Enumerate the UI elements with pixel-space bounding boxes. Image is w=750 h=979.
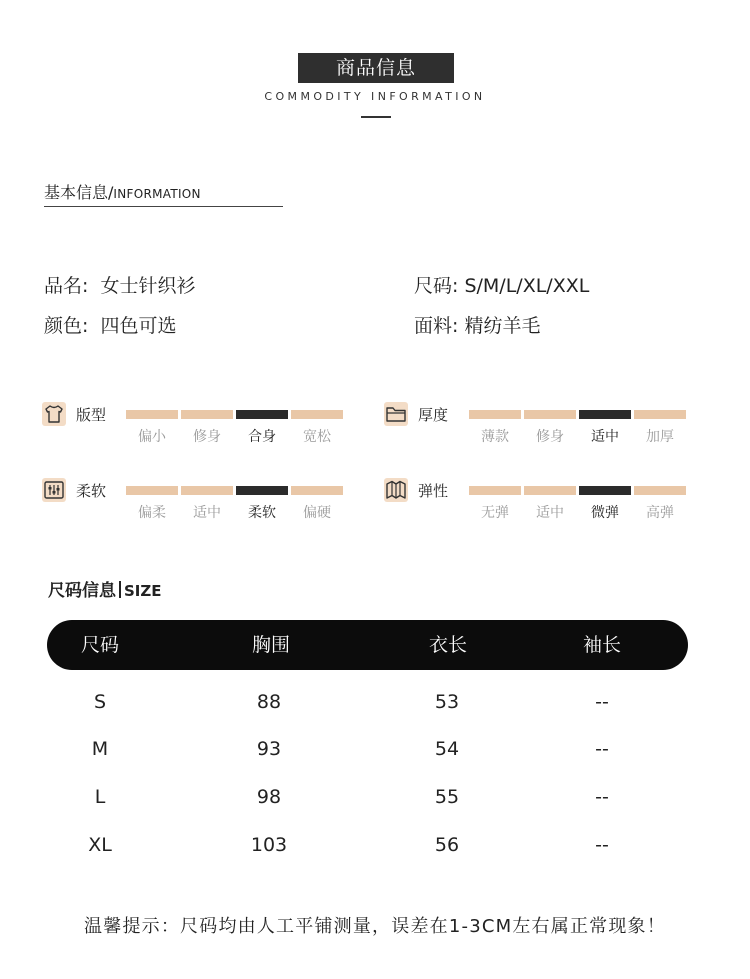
scale-bar [634, 410, 686, 419]
scale-bar [181, 486, 233, 495]
measurement-note: 温馨提示：尺码均由人工平铺测量，误差在1-3CM左右属正常现象！ [84, 916, 666, 937]
field-size-range [414, 271, 589, 298]
scale-bar [291, 486, 343, 495]
scale-bar [291, 410, 343, 419]
table-cell: L [94, 786, 106, 808]
attr-scale [126, 410, 343, 419]
basic-info-heading [44, 180, 201, 203]
scale-option: 加厚 [646, 429, 674, 445]
shirt-icon [42, 402, 66, 426]
column-header-length: 衣长 [428, 634, 467, 656]
attr-name: 柔软 [76, 482, 107, 500]
attr-fit [42, 402, 352, 452]
column-header-sleeve: 袖长 [582, 634, 621, 656]
scale-bar [469, 486, 521, 495]
table-cell: 88 [256, 691, 282, 713]
scale-bar [524, 486, 576, 495]
scale-bar [524, 410, 576, 419]
attr-thickness [384, 402, 694, 452]
page-title: 商品信息 [298, 53, 454, 83]
table-cell: M [91, 738, 109, 760]
field-product-name [44, 271, 196, 298]
scale-option: 适中 [193, 505, 221, 521]
attr-scale [469, 410, 686, 419]
basic-info-title-en: INFORMATION [113, 187, 201, 201]
basic-info-divider [44, 206, 283, 207]
folder-icon [384, 402, 408, 426]
attr-name: 厚度 [418, 406, 449, 424]
scale-bar-selected [236, 486, 288, 495]
field-label: 颜色: [44, 315, 89, 337]
column-header-size: 尺码 [80, 634, 119, 656]
scale-option: 修身 [536, 429, 564, 445]
field-value: 女士针织衫 [100, 275, 196, 297]
scale-option-selected: 适中 [591, 429, 619, 445]
size-info-title-en: SIZE [124, 582, 162, 600]
field-label: 品名: [44, 275, 89, 297]
attr-name: 版型 [76, 406, 107, 424]
table-cell: 103 [250, 834, 288, 856]
field-value: S/M/L/XL/XXL [464, 275, 590, 297]
table-cell: 56 [434, 834, 460, 856]
scale-bar [469, 410, 521, 419]
attr-elasticity [384, 478, 694, 528]
slider-icon [42, 478, 66, 502]
table-cell: -- [595, 738, 609, 760]
scale-bar-selected [579, 486, 631, 495]
scale-option: 偏柔 [138, 505, 166, 521]
size-table-header [47, 620, 688, 670]
size-info-heading [48, 576, 162, 601]
table-cell: -- [595, 834, 609, 856]
field-fabric [414, 311, 540, 338]
table-cell: XL [88, 834, 112, 856]
scale-option: 适中 [536, 505, 564, 521]
scale-option: 偏小 [138, 429, 166, 445]
scale-bar [126, 486, 178, 495]
scale-option: 偏硬 [303, 505, 331, 521]
scale-bar-selected [236, 410, 288, 419]
scale-option: 无弹 [481, 505, 509, 521]
fold-map-icon [384, 478, 408, 502]
scale-bar [126, 410, 178, 419]
field-color [44, 311, 177, 338]
field-value: 四色可选 [100, 315, 177, 337]
page-subtitle: COMMODITY INFORMATION [264, 90, 486, 103]
table-cell: S [93, 691, 107, 713]
attr-scale [126, 486, 343, 495]
scale-bar [634, 486, 686, 495]
table-cell: 98 [256, 786, 282, 808]
scale-option: 修身 [193, 429, 221, 445]
scale-option-selected: 柔软 [248, 505, 276, 521]
attr-name: 弹性 [418, 482, 449, 500]
field-value: 精纺羊毛 [464, 315, 541, 337]
attr-scale [469, 486, 686, 495]
attr-softness [42, 478, 352, 528]
heading-separator [119, 581, 121, 598]
scale-option: 高弹 [646, 505, 674, 521]
field-label: 面料: [414, 315, 459, 337]
table-cell: 54 [434, 738, 460, 760]
field-label: 尺码: [414, 275, 459, 297]
scale-option-selected: 合身 [248, 429, 276, 445]
size-info-title: 尺码信息 [48, 581, 116, 601]
basic-info-title: 基本信息/ [44, 183, 114, 202]
table-cell: 53 [434, 691, 460, 713]
scale-option: 宽松 [303, 429, 331, 445]
scale-bar [181, 410, 233, 419]
table-cell: 93 [256, 738, 282, 760]
scale-bar-selected [579, 410, 631, 419]
scale-option-selected: 微弹 [591, 505, 619, 521]
table-cell: 55 [434, 786, 460, 808]
scale-option: 薄款 [481, 429, 509, 445]
column-header-chest: 胸围 [251, 634, 290, 656]
table-cell: -- [595, 691, 609, 713]
title-divider [361, 116, 391, 118]
table-cell: -- [595, 786, 609, 808]
